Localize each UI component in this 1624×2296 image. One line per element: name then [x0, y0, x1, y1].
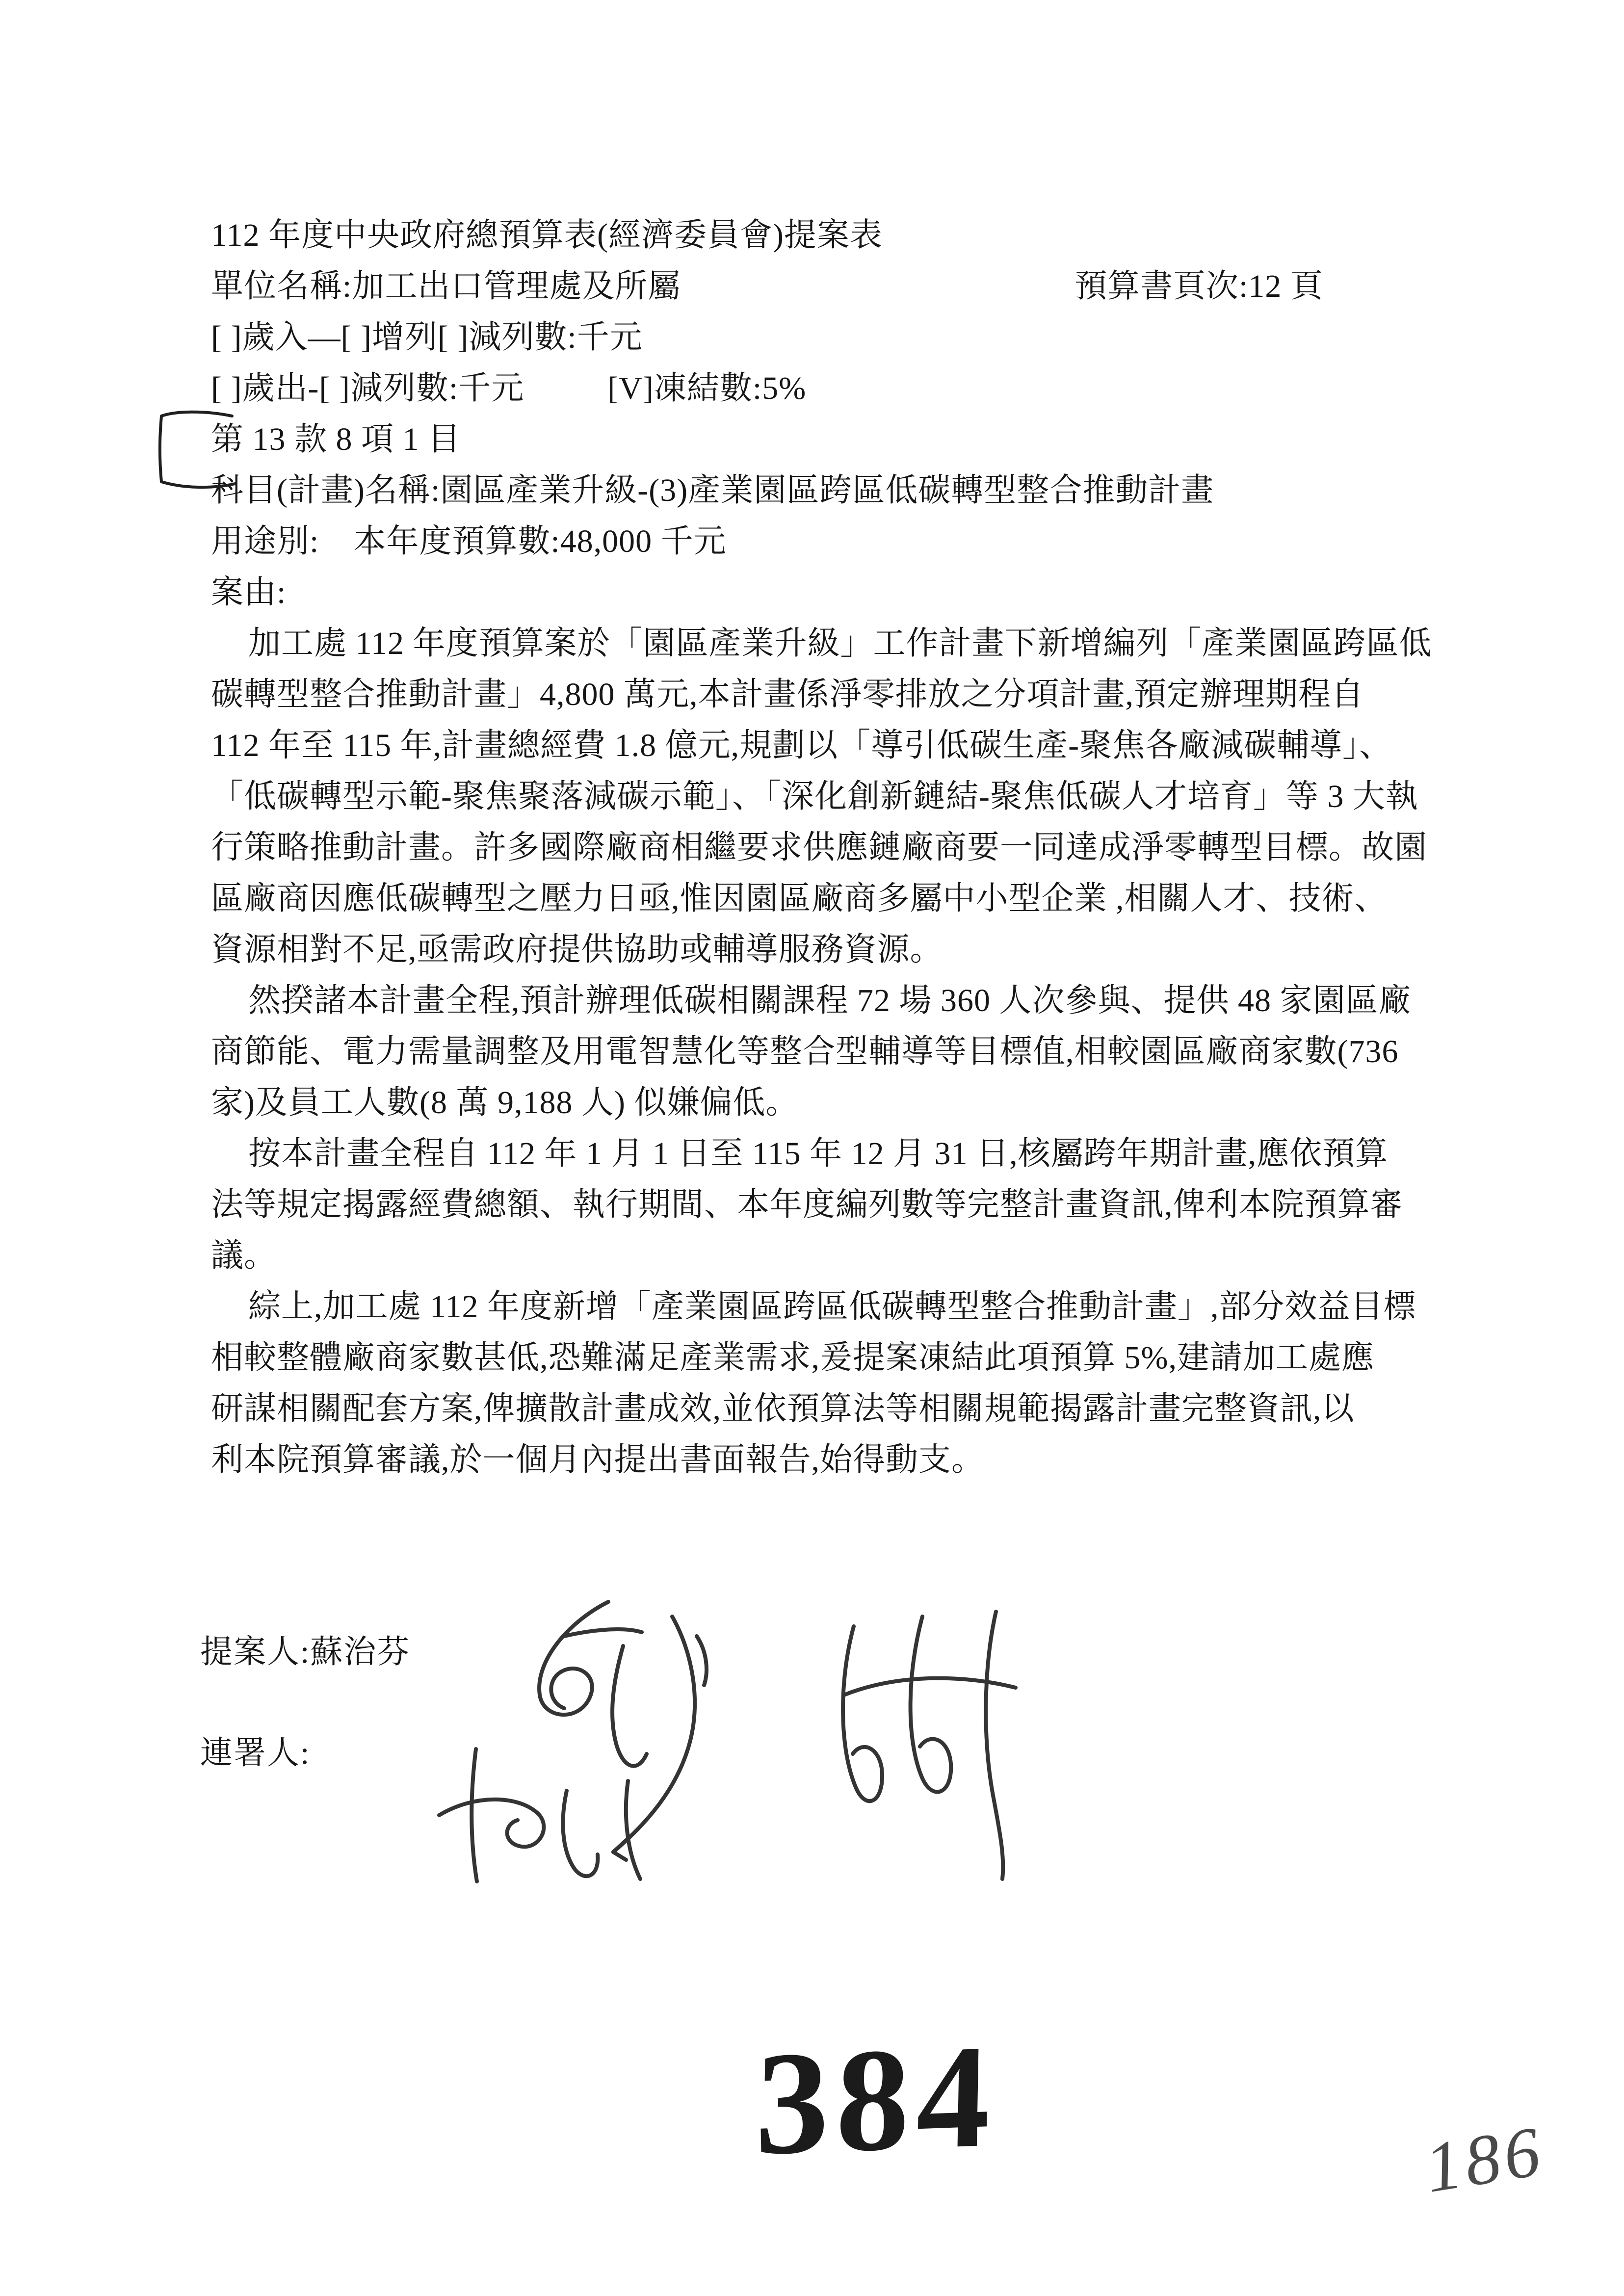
handwritten-page-number: 384	[754, 2014, 998, 2186]
paragraph-line: 綜上,加工處 112 年度新增「產業園區跨區低碳轉型整合推動計畫」,部分效益目標	[248, 1289, 1416, 1325]
proposer-line: 提案人:蘇治芬	[200, 1634, 411, 1670]
paragraph-line: 利本院預算審議,於一個月內提出書面報告,始得動支。	[211, 1442, 984, 1478]
cosigner-signature-image	[417, 1737, 672, 1894]
case-label: 案由:	[211, 574, 287, 610]
budget-page-ref: 預算書頁次:12 頁	[1074, 268, 1323, 304]
revenue-checkbox-row: [ ]歲入—[ ]增列[ ]減列數:千元	[211, 319, 643, 355]
paragraph-line: 「低碳轉型示範-聚焦聚落減碳示範」、「深化創新鏈結-聚焦低碳人才培育」等 3 大執	[211, 779, 1418, 814]
freeze-checkbox-text: [V]凍結數:5%	[607, 370, 807, 406]
expenditure-checkbox-row	[211, 363, 1487, 414]
paragraph-line: 相較整體廠商家數甚低,恐難滿足產業需求,爰提案凍結此項預算 5%,建請加工處應	[211, 1340, 1374, 1376]
document-body	[211, 210, 1487, 1486]
paragraph-line: 碳轉型整合推動計畫」4,800 萬元,本計畫係淨零排放之分項計畫,預定辦理期程自	[211, 677, 1364, 712]
paragraph-line: 家)及員工人數(8 萬 9,188 人) 似嫌偏低。	[211, 1085, 799, 1121]
section-bracket-mark	[145, 408, 238, 494]
unit-name-line: 單位名稱:加工出口管理處及所屬	[211, 268, 681, 304]
paragraph-line: 議。	[211, 1238, 277, 1274]
expenditure-checkbox-text: [ ]歲出-[ ]減列數:千元	[211, 370, 524, 406]
paragraph-line: 商節能、電力需量調整及用電智慧化等整合型輔導等目標值,相較園區廠商家數(736	[211, 1034, 1399, 1070]
paragraph-line: 法等規定揭露經費總額、執行期間、本年度編列數等完整計畫資訊,俾利本院預算審	[211, 1187, 1403, 1223]
annual-budget-value: 本年度預算數:48,000 千元	[353, 523, 727, 559]
paragraph-line: 行策略推動計畫。許多國際廠商相繼要求供應鏈廠商要一同達成淨零轉型目標。故園	[211, 830, 1427, 865]
paragraph-line: 研謀相關配套方案,俾擴散計畫成效,並依預算法等相關規範揭露計畫完整資訊,以	[211, 1391, 1355, 1427]
paragraph-line: 加工處 112 年度預算案於「園區產業升級」工作計畫下新增編列「產業園區跨區低	[248, 626, 1432, 661]
corner-page-number: 186	[1419, 2112, 1549, 2208]
cosigner-line: 連署人:	[200, 1735, 311, 1771]
paragraph-line: 然揆諸本計畫全程,預計辦理低碳相關課程 72 場 360 人次參與、提供 48 家園區廠	[248, 983, 1412, 1018]
subject-name-row: 科目(計畫)名稱:園區產業升級-(3)產業園區跨區低碳轉型整合推動計畫	[211, 472, 1214, 508]
paragraph-line: 區廠商因應低碳轉型之壓力日亟,惟因園區廠商多屬中小型企業 ,相關人才、技術、	[211, 881, 1388, 916]
paragraph-line: 資源相對不足,亟需政府提供協助或輔導服務資源。	[211, 932, 943, 967]
paragraph-line: 112 年至 115 年,計畫總經費 1.8 億元,規劃以「導引低碳生產-聚焦各廠減碳輔導」、	[211, 728, 1392, 763]
usage-label: 用途別:	[211, 523, 319, 559]
document-title: 112 年度中央政府總預算表(經濟委員會)提案表	[211, 217, 883, 253]
cosigner-signature-image	[810, 1592, 1045, 1886]
section-number-row: 第 13 款 8 項 1 目	[211, 421, 461, 457]
usage-budget-row	[211, 516, 1487, 567]
paragraph-line: 按本計畫全程自 112 年 1 月 1 日至 115 年 12 月 31 日,核屬跨年期計畫,應依預算	[248, 1136, 1388, 1172]
